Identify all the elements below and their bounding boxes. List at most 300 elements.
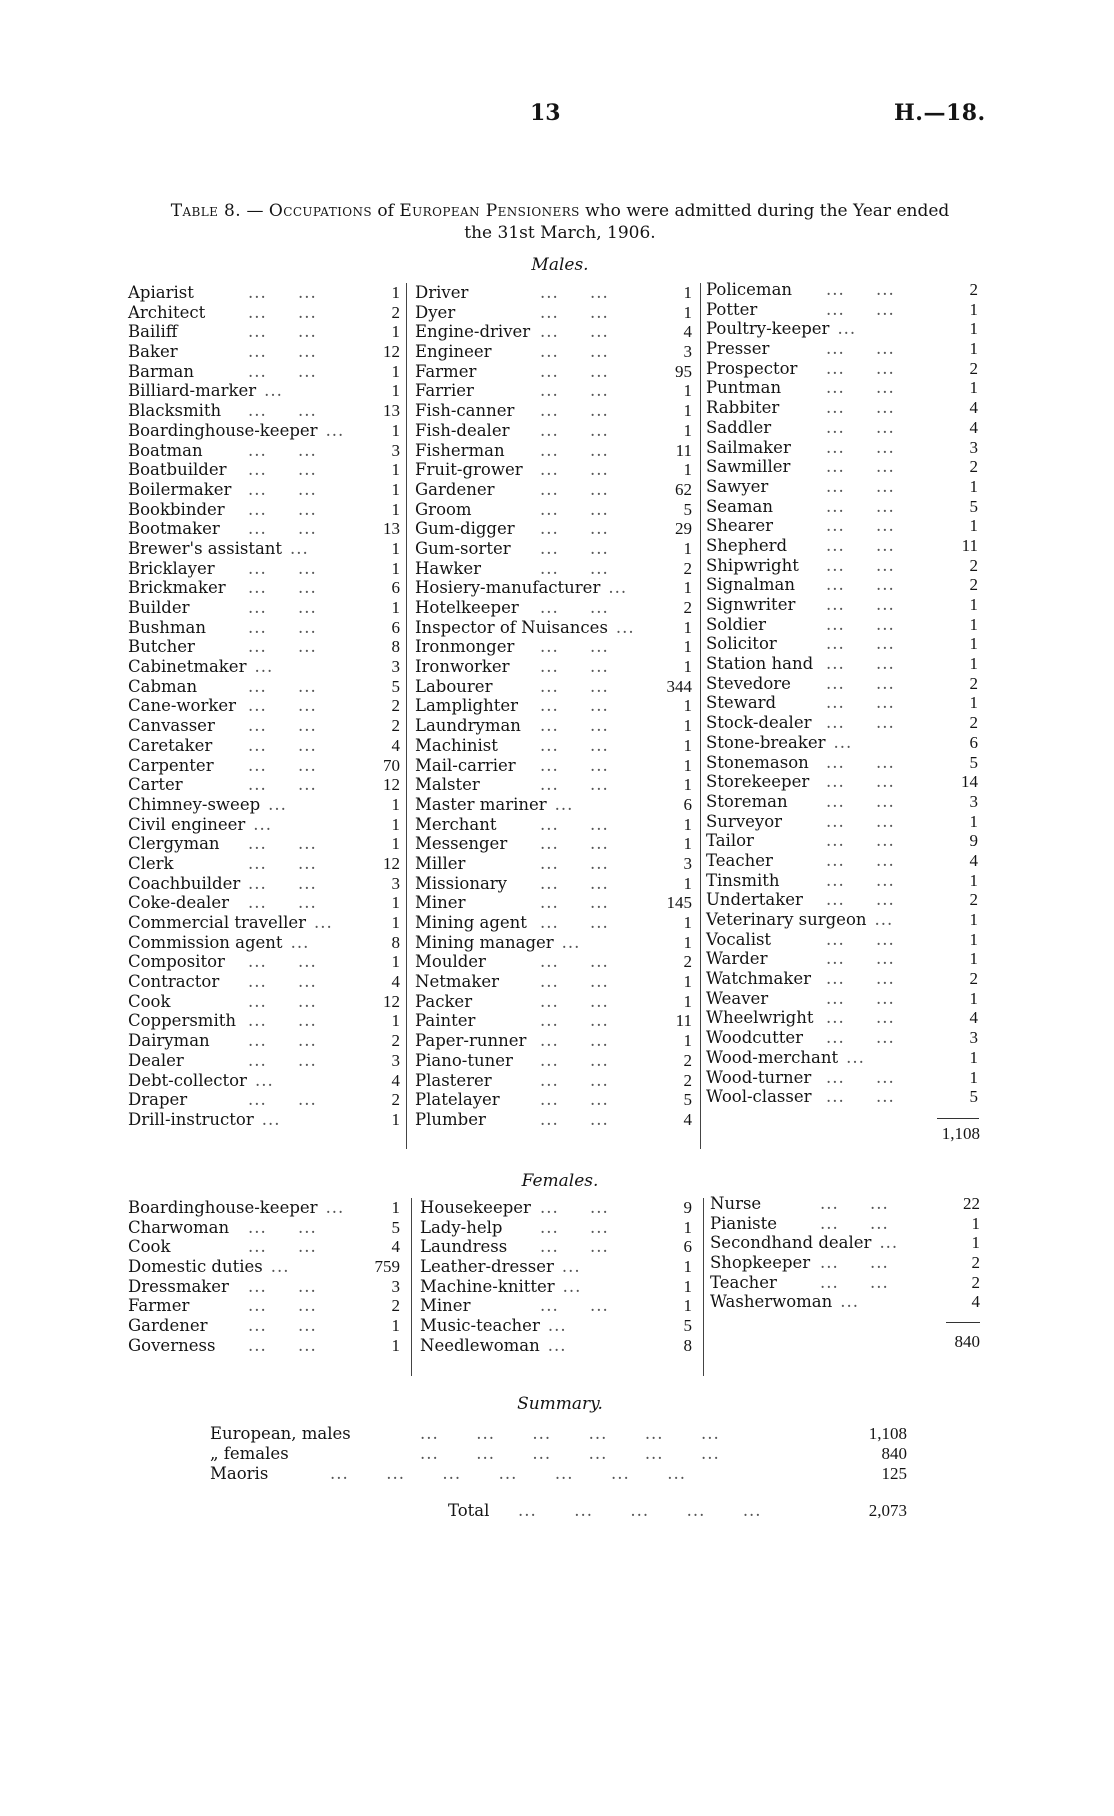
leader-dots: ...: [608, 578, 628, 598]
occupation-label: Canvasser: [128, 716, 215, 736]
leader-dots: ... ...: [540, 1050, 609, 1070]
occupation-label: Nurse: [710, 1194, 762, 1213]
occupation-label: Shearer: [706, 516, 774, 536]
occupation-count: 5: [683, 1316, 692, 1336]
occupation-row: [128, 559, 400, 579]
occupation-label: Civil engineer: [128, 814, 246, 834]
leader-dots: ... ...: [248, 1276, 317, 1296]
leader-dots: ... ...: [540, 558, 609, 578]
occupation-row: [415, 992, 692, 1012]
occupation-row: [128, 933, 400, 953]
occupation-count: 1: [683, 991, 692, 1011]
occupation-count: 1: [969, 1067, 978, 1087]
leader-dots: ...: [562, 1276, 582, 1296]
occupation-label: Drill-instructor: [128, 1109, 254, 1129]
summary-row-european-males: [210, 1424, 907, 1444]
occupation-count: 1: [969, 929, 978, 949]
occupation-label: Stonemason: [706, 752, 809, 772]
occupation-row: [710, 1292, 980, 1312]
occupation-label: Undertaker: [706, 890, 803, 910]
occupation-row: [420, 1336, 692, 1356]
occupation-count: 1: [969, 693, 978, 713]
occupation-row: [128, 1336, 400, 1356]
occupation-count: 1: [969, 319, 978, 339]
occupation-label: Brickmaker: [128, 578, 226, 598]
leader-dots: ... ... ... ... ... ... ...: [330, 1464, 686, 1483]
occupation-row: [128, 854, 400, 874]
occupation-label: Dairyman: [128, 1031, 210, 1051]
occupation-row: [415, 1110, 692, 1130]
occupation-count: 1: [391, 460, 400, 480]
occupation-row: [128, 1257, 400, 1277]
occupation-count: 2: [683, 558, 692, 578]
occupation-count: 6: [969, 732, 978, 752]
leader-dots: ... ...: [248, 499, 317, 519]
occupation-count: 2: [391, 1296, 400, 1316]
occupation-label: Gardener: [128, 1316, 208, 1336]
occupation-row: [128, 578, 400, 598]
occupation-row: [420, 1218, 692, 1238]
occupation-count: 1: [391, 479, 400, 499]
occupation-label: Seaman: [706, 496, 774, 516]
occupation-count: 1: [683, 932, 692, 952]
occupation-label: Tinsmith: [706, 870, 780, 890]
occupation-row: [128, 342, 400, 362]
occupation-label: Gum-digger: [415, 519, 515, 539]
occupation-row: [415, 578, 692, 598]
occupation-count: 1: [969, 634, 978, 654]
occupation-row: [128, 1011, 400, 1031]
occupation-label: Mining manager: [415, 932, 554, 952]
occupation-count: 1: [683, 972, 692, 992]
occupation-count: 11: [961, 535, 978, 555]
occupation-row: [706, 654, 978, 674]
occupation-count: 5: [683, 1090, 692, 1110]
leader-dots: ... ...: [826, 929, 895, 949]
occupation-count: 6: [391, 617, 400, 637]
occupation-label: Clerk: [128, 853, 174, 873]
leader-dots: ... ...: [540, 735, 609, 755]
occupation-label: Domestic duties: [128, 1257, 263, 1277]
occupation-row: [128, 421, 400, 441]
occupation-count: 14: [961, 772, 978, 792]
occupation-row: [415, 519, 692, 539]
occupation-row: [706, 595, 978, 615]
leader-dots: ... ...: [540, 696, 609, 716]
occupation-count: 4: [969, 1008, 978, 1028]
occupation-row: [128, 815, 400, 835]
occupation-count: 2: [391, 716, 400, 736]
occupation-row: [706, 398, 978, 418]
leader-dots: ... ...: [826, 398, 895, 418]
occupation-row: [128, 303, 400, 323]
occupation-label: Plasterer: [415, 1070, 492, 1090]
occupation-count: 1: [391, 283, 400, 302]
leader-dots: ... ...: [820, 1213, 889, 1233]
occupation-count: 13: [383, 401, 400, 421]
occupation-row: [128, 1031, 400, 1051]
occupation-row: [415, 401, 692, 421]
leader-dots: ...: [254, 657, 274, 677]
occupation-label: Weaver: [706, 988, 769, 1008]
leader-dots: ...: [325, 1198, 345, 1217]
leader-dots: ... ...: [826, 476, 895, 496]
occupation-count: 1: [391, 381, 400, 401]
occupation-row: [128, 441, 400, 461]
table-title-line-2: the 31st March, 1906.: [464, 223, 656, 243]
summary-row-maoris: [210, 1464, 907, 1484]
occupation-count: 5: [969, 752, 978, 772]
occupation-row: [415, 972, 692, 992]
occupation-row: [706, 339, 978, 359]
occupation-count: 2: [971, 1253, 980, 1273]
occupation-row: [128, 401, 400, 421]
leader-dots: ... ...: [540, 893, 609, 913]
occupation-label: Master mariner: [415, 794, 547, 814]
occupation-row: [706, 516, 978, 536]
occupation-count: 1: [969, 299, 978, 319]
occupation-count: 1: [391, 814, 400, 834]
leader-dots: ... ...: [540, 342, 609, 362]
occupation-row: [706, 556, 978, 576]
leader-dots: ... ...: [826, 555, 895, 575]
occupation-label: Carter: [128, 775, 183, 795]
occupation-label: Cabman: [128, 676, 198, 696]
males-total-rule: [937, 1118, 979, 1119]
leader-dots: ... ...: [540, 952, 609, 972]
leader-dots: ... ...: [826, 595, 895, 614]
occupation-label: Signwriter: [706, 595, 796, 614]
occupation-count: 29: [675, 519, 692, 539]
occupation-label: Tailor: [706, 831, 754, 851]
occupation-row: [128, 952, 400, 972]
occupation-row: [706, 930, 978, 950]
occupation-row: [128, 1051, 400, 1071]
leader-dots: ... ...: [540, 440, 609, 460]
occupation-row: [706, 969, 978, 989]
leader-dots: ... ...: [540, 972, 609, 992]
occupation-row: [415, 1071, 692, 1091]
occupation-label: Cook: [128, 1237, 171, 1257]
leader-dots: ... ...: [826, 614, 895, 634]
leader-dots: ... ...: [826, 457, 895, 477]
occupation-count: 1: [683, 1217, 692, 1237]
occupation-count: 4: [391, 1237, 400, 1257]
occupation-row: [420, 1277, 692, 1297]
leader-dots: ... ...: [248, 460, 317, 480]
occupation-row: [706, 378, 978, 398]
summary-value: 125: [881, 1464, 907, 1483]
leader-dots: ... ...: [248, 1090, 317, 1110]
occupation-count: 1: [391, 1011, 400, 1031]
occupation-count: 3: [969, 1028, 978, 1048]
occupation-row: [415, 795, 692, 815]
occupation-row: [706, 792, 978, 812]
leader-dots: ... ...: [540, 322, 609, 342]
occupation-label: Netmaker: [415, 972, 499, 992]
occupation-label: Fruit-grower: [415, 460, 523, 480]
occupation-row: [706, 615, 978, 635]
occupation-row: [128, 874, 400, 894]
occupation-row: [415, 657, 692, 677]
occupation-label: Fisherman: [415, 440, 505, 460]
leader-dots: ... ...: [826, 831, 895, 851]
summary-value: 1,108: [868, 1424, 907, 1443]
leader-dots: ... ...: [540, 913, 609, 932]
leader-dots: ... ...: [248, 440, 317, 460]
occupation-row: [415, 381, 692, 401]
occupation-label: Boatbuilder: [128, 460, 227, 480]
occupation-label: Saddler: [706, 417, 772, 437]
leader-dots: ... ...: [248, 972, 317, 992]
occupation-count: 2: [391, 302, 400, 322]
occupation-label: Fish-dealer: [415, 420, 510, 440]
occupation-row: [128, 1090, 400, 1110]
occupation-label: Coachbuilder: [128, 873, 241, 893]
occupation-label: Needlewoman: [420, 1335, 540, 1355]
occupation-label: Rabbiter: [706, 398, 780, 418]
occupation-count: 1: [683, 1296, 692, 1316]
occupation-count: 1: [969, 910, 978, 929]
occupation-count: 12: [383, 342, 400, 362]
occupation-label: Driver: [415, 283, 469, 302]
occupation-row: [706, 536, 978, 556]
leader-dots: ...: [314, 913, 333, 932]
summary-label: European, males: [210, 1424, 351, 1443]
occupation-count: 1: [969, 811, 978, 831]
occupation-row: [420, 1296, 692, 1316]
occupation-row: [415, 637, 692, 657]
occupation-label: Billiard-marker: [128, 381, 257, 401]
occupation-row: [415, 480, 692, 500]
leader-dots: ...: [270, 1257, 290, 1277]
occupation-row: [706, 949, 978, 969]
occupation-count: 1: [971, 1213, 980, 1233]
occupation-label: Gardener: [415, 479, 495, 499]
leader-dots: ...: [253, 814, 273, 834]
occupation-count: 1: [683, 401, 692, 421]
occupation-count: 1: [683, 637, 692, 657]
occupation-count: 2: [683, 1070, 692, 1090]
leader-dots: ... ...: [248, 1316, 317, 1336]
occupation-count: 1: [683, 578, 692, 598]
occupation-label: Puntman: [706, 378, 782, 398]
occupation-label: Presser: [706, 339, 770, 359]
occupation-row: [706, 674, 978, 694]
leader-dots: ... ...: [826, 713, 895, 733]
leader-dots: ... ...: [826, 949, 895, 969]
occupation-label: Bricklayer: [128, 558, 215, 578]
summary-total-value: 2,073: [868, 1501, 907, 1520]
occupation-label: Piano-tuner: [415, 1050, 513, 1070]
occupation-row: [706, 438, 978, 458]
occupation-count: 22: [963, 1194, 980, 1213]
occupation-label: Farmer: [415, 361, 477, 381]
occupation-count: 1: [683, 538, 692, 558]
occupation-label: Painter: [415, 1011, 476, 1031]
occupation-count: 4: [391, 735, 400, 755]
occupation-label: Soldier: [706, 614, 767, 634]
leader-dots: ... ...: [540, 1217, 609, 1237]
occupation-label: Wool-classer: [706, 1087, 812, 1107]
leader-dots: ... ...: [248, 716, 317, 736]
occupation-count: 11: [675, 1011, 692, 1031]
occupation-label: Wheelwright: [706, 1008, 814, 1028]
occupation-count: 344: [666, 676, 692, 696]
occupation-row: [128, 992, 400, 1012]
occupation-label: Shopkeeper: [710, 1253, 811, 1273]
occupation-row: [128, 1071, 400, 1091]
occupation-row: [415, 500, 692, 520]
occupation-label: Ironworker: [415, 657, 510, 677]
occupation-count: 1: [683, 873, 692, 893]
occupation-count: 1: [391, 361, 400, 381]
occupation-count: 12: [383, 853, 400, 873]
occupation-count: 1: [391, 420, 400, 440]
occupation-row: [415, 834, 692, 854]
leader-dots: ...: [874, 910, 894, 929]
females-heading: Females.: [521, 1171, 599, 1191]
leader-dots: ... ...: [820, 1194, 889, 1213]
occupation-count: 2: [391, 696, 400, 716]
leader-dots: ... ...: [826, 693, 895, 713]
leader-dots: ... ...: [826, 299, 895, 319]
leader-dots: ... ...: [826, 969, 895, 989]
leader-dots: ... ...: [826, 673, 895, 693]
occupation-row: [706, 300, 978, 320]
occupation-row: [415, 460, 692, 480]
occupation-label: Paper-runner: [415, 1031, 527, 1051]
occupation-label: Cabinetmaker: [128, 657, 247, 677]
females-column-2: [420, 1198, 692, 1356]
occupation-row: [128, 834, 400, 854]
leader-dots: ... ...: [540, 1109, 609, 1129]
occupation-label: Brewer's assistant: [128, 538, 283, 558]
occupation-label: Hawker: [415, 558, 481, 578]
occupation-count: 1: [969, 378, 978, 398]
occupation-count: 2: [969, 457, 978, 477]
occupation-row: [415, 952, 692, 972]
occupation-count: 5: [969, 1087, 978, 1107]
leader-dots: ... ...: [540, 420, 609, 440]
leader-dots: ...: [846, 1047, 865, 1067]
occupation-count: 1: [391, 558, 400, 578]
leader-dots: ... ...: [826, 280, 895, 299]
occupation-row: [415, 756, 692, 776]
occupation-row: [128, 795, 400, 815]
occupation-row: [128, 1110, 400, 1130]
occupation-count: 1: [683, 696, 692, 716]
leader-dots: ... ...: [540, 361, 609, 381]
occupation-count: 145: [666, 893, 692, 913]
leader-dots: ... ...: [248, 283, 317, 302]
leader-dots: ... ...: [826, 1008, 895, 1028]
leader-dots: ... ...: [248, 617, 317, 637]
occupation-label: Mining agent: [415, 913, 527, 932]
occupation-row: [706, 831, 978, 851]
occupation-row: [420, 1316, 692, 1336]
occupation-label: Laundress: [420, 1237, 508, 1257]
leader-dots: ... ...: [540, 834, 609, 854]
leader-dots: ...: [290, 932, 310, 952]
leader-dots: ... ...: [540, 1070, 609, 1090]
occupation-count: 1: [683, 735, 692, 755]
occupation-row: [706, 575, 978, 595]
occupation-label: Apiarist: [128, 283, 194, 302]
occupation-row: [415, 342, 692, 362]
occupation-count: 62: [675, 479, 692, 499]
occupation-label: Machine-knitter: [420, 1276, 555, 1296]
occupation-count: 4: [391, 1070, 400, 1090]
occupation-row: [706, 989, 978, 1009]
occupation-row: [415, 362, 692, 382]
occupation-label: Hosiery-manufacturer: [415, 578, 601, 598]
occupation-count: 5: [391, 676, 400, 696]
occupation-row: [706, 772, 978, 792]
occupation-label: Malster: [415, 775, 480, 795]
occupation-count: 1: [683, 755, 692, 775]
leader-dots: ... ...: [826, 870, 895, 890]
occupation-count: 2: [969, 280, 978, 299]
leader-dots: ... ...: [540, 538, 609, 558]
occupation-label: Lamplighter: [415, 696, 519, 716]
occupation-row: [128, 1218, 400, 1238]
males-total: 1,108: [941, 1124, 980, 1143]
table-number: Table 8.: [170, 201, 242, 221]
occupation-count: 2: [683, 598, 692, 617]
occupation-label: Potter: [706, 299, 758, 319]
occupation-label: Signalman: [706, 575, 795, 595]
leader-dots: ... ...: [248, 322, 317, 342]
occupation-count: 2: [969, 969, 978, 989]
occupation-row: [420, 1198, 692, 1218]
occupation-row: [706, 1028, 978, 1048]
occupation-label: Music-teacher: [420, 1316, 540, 1336]
leader-dots: ... ...: [826, 634, 895, 654]
occupation-count: 1: [683, 381, 692, 401]
leader-dots: ...: [268, 794, 287, 814]
occupation-row: [706, 890, 978, 910]
occupation-count: 6: [683, 1237, 692, 1257]
leader-dots: ... ...: [540, 1198, 609, 1217]
leader-dots: ... ...: [826, 496, 895, 516]
occupation-row: [415, 1090, 692, 1110]
occupation-count: 1: [683, 302, 692, 322]
summary-total-label: Total: [448, 1501, 490, 1520]
occupation-count: 12: [383, 775, 400, 795]
leader-dots: ... ...: [826, 791, 895, 811]
occupation-row: [706, 812, 978, 832]
occupation-row: [128, 322, 400, 342]
leader-dots: ... ...: [820, 1272, 889, 1292]
females-column-3: [710, 1194, 980, 1312]
leader-dots: ... ...: [248, 1296, 317, 1316]
occupation-row: [415, 854, 692, 874]
occupation-count: 2: [969, 358, 978, 378]
title-rest: who were admitted during the Year ended: [579, 201, 950, 221]
occupation-count: 1: [683, 657, 692, 677]
leader-dots: ...: [561, 932, 581, 952]
occupation-row: [706, 693, 978, 713]
occupation-row: [128, 460, 400, 480]
occupation-count: 1: [391, 538, 400, 558]
occupation-label: Prospector: [706, 358, 798, 378]
occupation-count: 1: [683, 1031, 692, 1051]
leader-dots: ...: [840, 1292, 860, 1312]
occupation-label: Hotelkeeper: [415, 598, 519, 617]
occupation-row: [128, 539, 400, 559]
leader-dots: ... ...: [248, 1011, 317, 1031]
